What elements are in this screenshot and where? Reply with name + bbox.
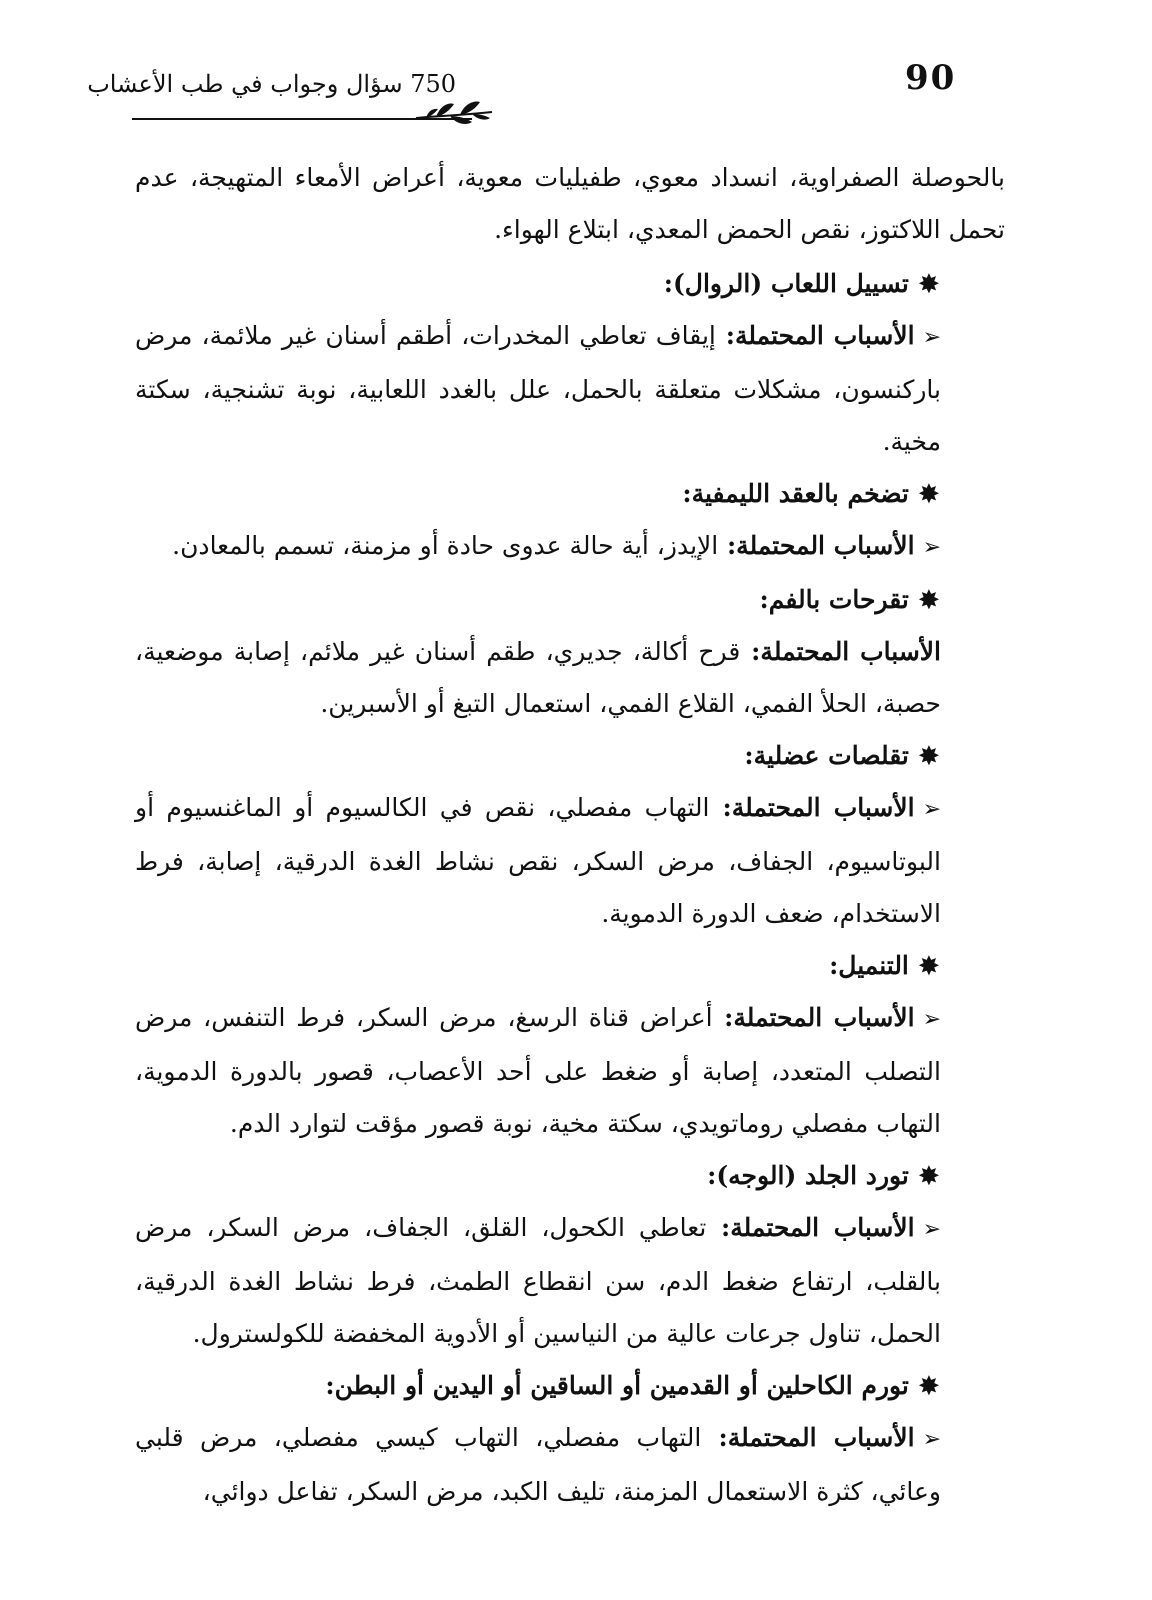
section-causes: الأسباب المحتملة: قرح أكالة، جديري، طقم أسنان غير ملائم، إصابة موضعية، حصبة، الحلأ الفمي، القلاع الفمي، استعمال التبغ أو الأسبرين.: [135, 637, 941, 718]
arrow-bullet-icon: ➢: [922, 535, 941, 560]
star-bullet-icon: ✸: [918, 741, 939, 770]
causes-text: تعاطي الكحول، القلق، الجفاف، مرض السكر، مرض بالقلب، ارتفاع ضغط الدم، سن انقطاع الطمث، فرط نشاط الغدة الدرقية، الحمل، تناول جرعات عالية من النياسين أو الأدوية المخفضة للكولسترول.: [135, 1213, 941, 1348]
section-causes: ➢الأسباب المحتملة: التهاب مفصلي، نقص في الكالسيوم أو الماغنسيوم أو البوتاسيوم، الجفاف، مرض السكر، نقص نشاط الغدة الدرقية، إصابة، فرط الاستخدام، ضعف الدورة الدموية.: [135, 793, 941, 928]
cause-label: الأسباب المحتملة: [730, 1213, 915, 1242]
cause-label: الأسباب المحتملة: [731, 793, 915, 822]
cause-label: الأسباب المحتملة: [734, 321, 915, 350]
section-title: تورم الكاحلين أو القدمين أو الساقين أو اليدين أو البطن: [334, 1371, 909, 1400]
section-heading: ✸تقرحات بالفم:: [759, 585, 939, 614]
section-heading: ✸تورد الجلد (الوجه):: [707, 1161, 939, 1190]
star-bullet-icon: ✸: [918, 1371, 939, 1400]
section-title: تقرحات بالفم: [768, 585, 909, 614]
section-heading: ✸تورم الكاحلين أو القدمين أو الساقين أو اليدين أو البطن:: [325, 1371, 939, 1400]
cause-label: الأسباب المحتملة: [727, 1423, 915, 1452]
causes-text: إيقاف تعاطي المخدرات، أطقم أسنان غير ملائمة، مرض باركنسون، مشكلات متعلقة بالحمل، علل بالغدد اللعابية، نوبة تشنجية، سكتة مخية.: [135, 321, 941, 456]
section-title: تورد الجلد (الوجه): [716, 1161, 909, 1190]
section-heading: ✸التنميل:: [829, 951, 939, 980]
causes-text: التهاب مفصلي، التهاب كيسي مفصلي، مرض قلبي وعائي، كثرة الاستعمال المزمنة، تليف الكبد، مرض السكر، تفاعل دوائي،: [135, 1423, 941, 1506]
section-causes: ➢الأسباب المحتملة: أعراض قناة الرسغ، مرض السكر، فرط التنفس، مرض التصلب المتعدد، إصابة أو ضغط على أحد الأعصاب، قصور بالدورة الدموية، التهاب مفصلي روماتويدي، سكتة مخية، نوبة قصور مؤقت لتوارد الدم.: [135, 1003, 941, 1138]
arrow-bullet-icon: ➢: [922, 325, 941, 350]
page-body: [135, 152, 1005, 1518]
cause-label: الأسباب المحتملة: [760, 637, 941, 666]
causes-text: الإيدز، أية حالة عدوى حادة أو مزمنة، تسمم بالمعادن.: [172, 531, 719, 560]
cause-label: الأسباب المحتملة: [733, 1003, 915, 1032]
section-title: تسييل اللعاب (الروال): [672, 269, 909, 298]
star-bullet-icon: ✸: [918, 585, 939, 614]
arrow-bullet-icon: ➢: [922, 1427, 942, 1452]
section-heading: ✸تسييل اللعاب (الروال):: [663, 269, 939, 298]
section-causes: ➢الأسباب المحتملة: الإيدز، أية حالة عدوى حادة أو مزمنة، تسمم بالمعادن.: [172, 531, 941, 560]
arrow-bullet-icon: ➢: [922, 1217, 941, 1242]
arrow-bullet-icon: ➢: [922, 797, 941, 822]
section-causes: ➢الأسباب المحتملة: إيقاف تعاطي المخدرات، أطقم أسنان غير ملائمة، مرض باركنسون، مشكلات متعلقة بالحمل، علل بالغدد اللعابية، نوبة تشنجية، سكتة مخية.: [135, 321, 941, 456]
star-bullet-icon: ✸: [918, 1161, 939, 1190]
section-causes: ➢الأسباب المحتملة: التهاب مفصلي، التهاب كيسي مفصلي، مرض قلبي وعائي، كثرة الاستعمال المزمنة، تليف الكبد، مرض السكر، تفاعل دوائي،: [135, 1423, 942, 1506]
page-number: 90: [905, 58, 957, 98]
star-bullet-icon: ✸: [918, 479, 939, 508]
running-head: 750 سؤال وجواب في طب الأعشاب: [87, 70, 456, 98]
star-bullet-icon: ✸: [918, 269, 939, 298]
causes-text: التهاب مفصلي، نقص في الكالسيوم أو الماغنسيوم أو البوتاسيوم، الجفاف، مرض السكر، نقص نشاط الغدة الدرقية، إصابة، فرط الاستخدام، ضعف الدورة الدموية.: [135, 793, 941, 928]
section-causes: ➢الأسباب المحتملة: تعاطي الكحول، القلق، الجفاف، مرض السكر، مرض بالقلب، ارتفاع ضغط الدم، سن انقطاع الطمث، فرط نشاط الغدة الدرقية، الحمل، تناول جرعات عالية من النياسين أو الأدوية المخفضة للكولسترول.: [135, 1213, 941, 1348]
causes-text: قرح أكالة، جديري، طقم أسنان غير ملائم، إصابة موضعية، حصبة، الحلأ الفمي، القلاع الفمي، استعمال التبغ أو الأسبرين.: [135, 637, 941, 718]
section-title: التنميل: [838, 951, 909, 980]
cause-label: الأسباب المحتملة: [736, 531, 915, 560]
arrow-bullet-icon: ➢: [922, 1007, 941, 1032]
causes-text: أعراض قناة الرسغ، مرض السكر، فرط التنفس، مرض التصلب المتعدد، إصابة أو ضغط على أحد الأعصاب، قصور بالدورة الدموية، التهاب مفصلي روماتويدي، سكتة مخية، نوبة قصور مؤقت لتوارد الدم.: [135, 1003, 941, 1138]
star-bullet-icon: ✸: [918, 951, 939, 980]
leaf-ornament-icon: [414, 94, 494, 128]
section-title: تقلصات عضلية: [753, 741, 909, 770]
section-heading: ✸تضخم بالعقد الليمفية:: [682, 479, 939, 508]
intro-paragraph: بالحوصلة الصفراوية، انسداد معوي، طفيليات معوية، أعراض الأمعاء المتهيجة، عدم تحمل اللاكتوز، نقص الحمض المعدي، ابتلاع الهواء.: [135, 163, 1005, 244]
section-title: تضخم بالعقد الليمفية: [691, 479, 909, 508]
section-heading: ✸تقلصات عضلية:: [744, 741, 939, 770]
